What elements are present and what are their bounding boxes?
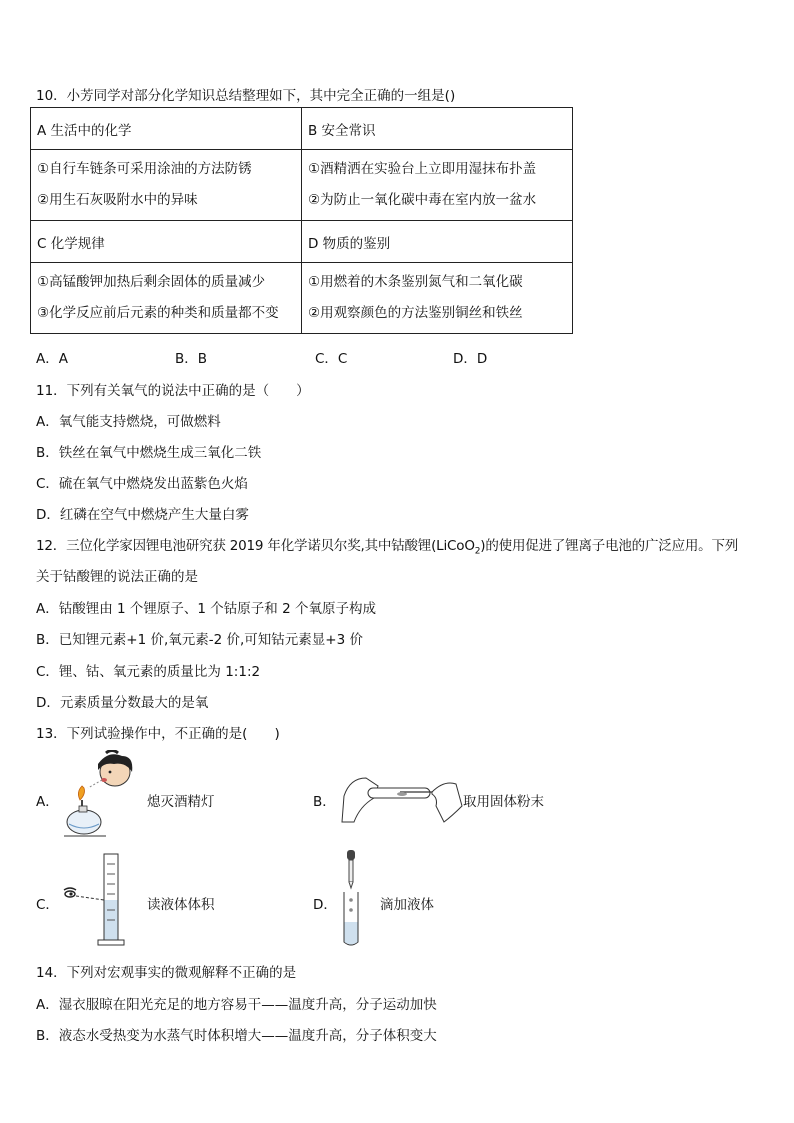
q13-option-a-letter[interactable]: A． (36, 794, 59, 810)
q12-stem-line1 (36, 534, 738, 557)
cell-c-body (31, 263, 302, 334)
q12-option-b[interactable]: B．已知锂元素+1 价,氧元素-2 价,可知钴元素显+3 价 (36, 632, 363, 648)
q11-option-b[interactable]: B．铁丝在氧气中燃烧生成三氧化二铁 (36, 445, 262, 461)
q14-option-a[interactable]: A．湿衣服晾在阳光充足的地方容易干——温度升高，分子运动加快 (36, 997, 437, 1013)
q13-stem: 13．下列试验操作中，不正确的是( ) (36, 726, 280, 742)
q10-option-b[interactable]: B．B (175, 351, 208, 367)
blowing-out-lamp-illustration (60, 750, 140, 846)
q14-stem: 14．下列对宏观事实的微观解释不正确的是 (36, 965, 297, 981)
q13-option-a-label: 熄灭酒精灯 (147, 794, 215, 810)
q13-option-b-label: 取用固体粉末 (463, 794, 544, 810)
cell-b-item: ①酒精洒在实验台上立即用湿抹布扑盖 (308, 161, 537, 177)
cell-c-item: ①高锰酸钾加热后剩余固体的质量减少 (37, 274, 266, 290)
q12-stem-line2: 关于钴酸锂的说法正确的是 (36, 569, 198, 585)
cell-d-item: ①用燃着的木条鉴别氮气和二氧化碳 (308, 274, 523, 290)
q12-option-d[interactable]: D．元素质量分数最大的是氧 (36, 695, 209, 711)
q10-option-c[interactable]: C．C (315, 351, 348, 367)
q11-option-a[interactable]: A．氧气能支持燃烧，可做燃料 (36, 414, 221, 430)
cell-c-head: C 化学规律 (31, 221, 302, 263)
cell-a-item: ②用生石灰吸附水中的异味 (37, 192, 198, 208)
q12-option-c[interactable]: C．锂、钴、氧元素的质量比为 1:1:2 (36, 664, 261, 680)
q10-table (30, 107, 573, 334)
cell-c-item: ③化学反应前后元素的种类和质量都不变 (37, 305, 279, 321)
cell-d-item: ②用观察颜色的方法鉴别铜丝和铁丝 (308, 305, 523, 321)
q12-stem-pre: 12．三位化学家因锂电池研究获 2019 年化学诺贝尔奖,其中钴酸锂(LiCoO (36, 538, 475, 554)
q12-stem-subscript: 2 (474, 546, 481, 557)
q10-option-d[interactable]: D．D (453, 351, 488, 367)
powder-tube-illustration (340, 766, 465, 826)
cell-d-body (302, 263, 573, 334)
q11-option-d[interactable]: D．红磷在空气中燃烧产生大量白雾 (36, 507, 249, 523)
cell-b-item: ②为防止一氧化碳中毒在室内放一盆水 (308, 192, 537, 208)
cell-a-item: ①自行车链条可采用涂油的方法防锈 (37, 161, 252, 177)
graduated-cylinder-illustration (60, 850, 138, 948)
q14-option-b[interactable]: B．液态水受热变为水蒸气时体积增大——温度升高，分子体积变大 (36, 1028, 437, 1044)
q10-stem: 10．小芳同学对部分化学知识总结整理如下，其中完全正确的一组是() (36, 88, 456, 104)
q11-option-c[interactable]: C．硫在氧气中燃烧发出蓝紫色火焰 (36, 476, 248, 492)
cell-b-head: B 安全常识 (302, 108, 573, 150)
q13-option-c-label: 读液体体积 (147, 897, 215, 913)
cell-d-head: D 物质的鉴别 (302, 221, 573, 263)
q12-option-a[interactable]: A．钴酸锂由 1 个锂原子、1 个钴原子和 2 个氧原子构成 (36, 601, 376, 617)
cell-b-body (302, 150, 573, 221)
cell-a-head: A 生活中的化学 (31, 108, 302, 150)
q13-option-c-letter[interactable]: C． (36, 897, 59, 913)
q10-option-a[interactable]: A．A (36, 351, 68, 367)
q13-option-d-label: 滴加液体 (380, 897, 434, 913)
q12-stem-post: )的使用促进了锂离子电池的广泛应用。下列 (480, 538, 739, 554)
q13-option-d-letter[interactable]: D． (313, 897, 337, 913)
q11-stem: 11．下列有关氧气的说法中正确的是（ ） (36, 383, 310, 399)
dropper-tube-illustration (336, 848, 366, 948)
cell-a-body (31, 150, 302, 221)
q13-option-b-letter[interactable]: B． (313, 794, 336, 810)
